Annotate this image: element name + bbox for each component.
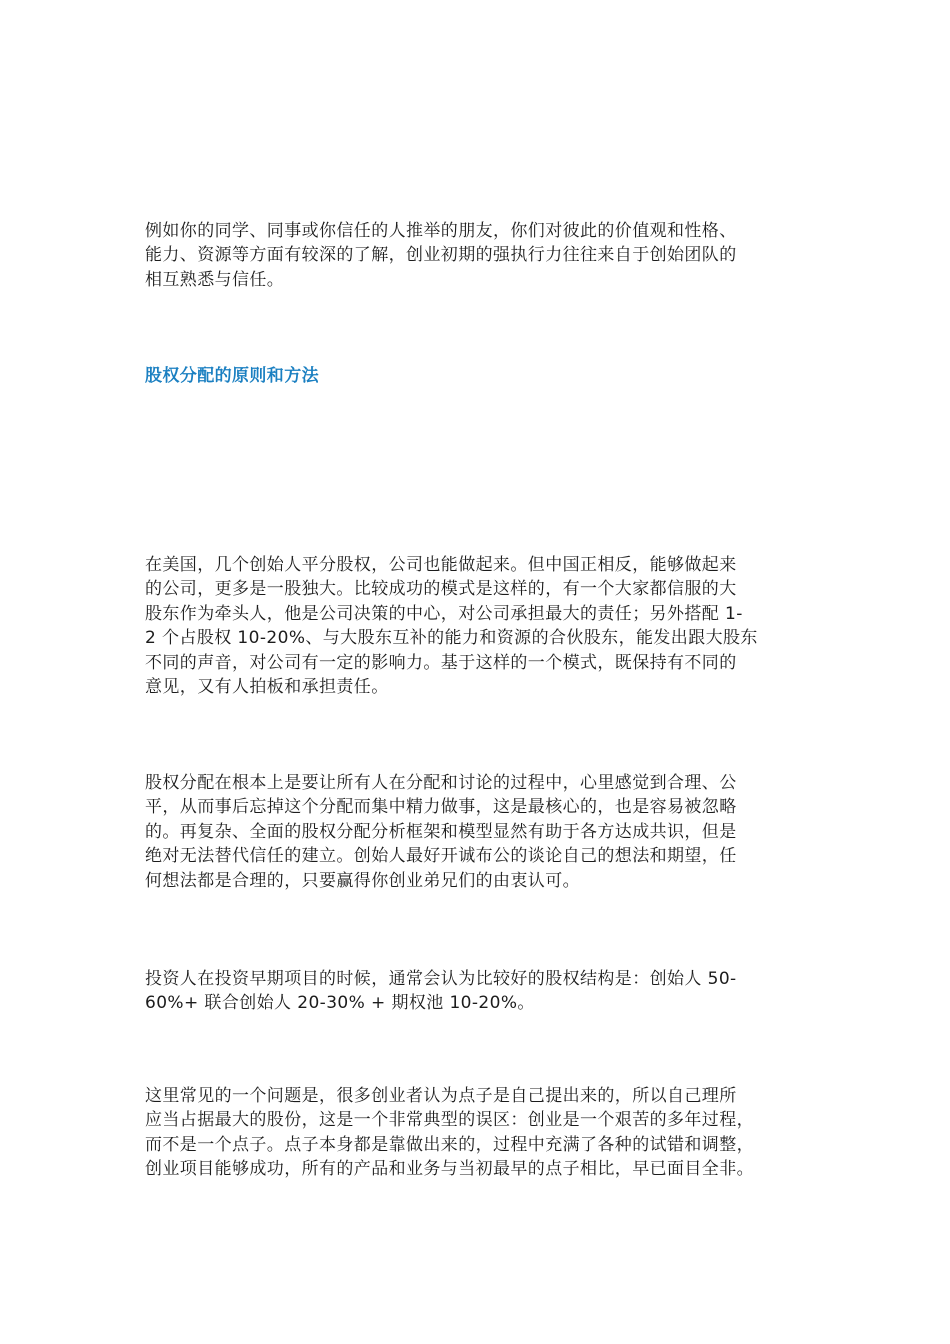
text-line: 意见，又有人拍板和承担责任。 [145, 677, 389, 698]
text-line: 这里常见的一个问题是，很多创业者认为点子是自己提出来的，所以自己理所 [145, 1086, 737, 1106]
paragraph-us-vs-china [145, 553, 810, 699]
text-line: 2 个占股权 10-20%、与大股东互补的能力和资源的合伙股东，能发出跟大股东 [145, 628, 758, 649]
text-line: 的公司，更多是一股独大。比较成功的模式是这样的，有一个大家都信服的大 [145, 579, 737, 600]
paragraph-idea-misconception [145, 1084, 810, 1182]
text-line: 投资人在投资早期项目的时候，通常会认为比较好的股权结构是：创始人 50- [145, 969, 737, 989]
text-line: 的。再复杂、全面的股权分配分析框架和模型显然有助于各方达成共识，但是 [145, 821, 737, 842]
text-line: 相互熟悉与信任。 [145, 269, 285, 290]
text-line: 60%+ 联合创始人 20-30% + 期权池 10-20%。 [145, 993, 535, 1014]
paragraph-investor-structure [145, 967, 810, 1016]
text-line: 平，从而事后忘掉这个分配而集中精力做事，这是最核心的，也是容易被忽略 [145, 797, 737, 818]
text-line: 创业项目能够成功，所有的产品和业务与当初最早的点子相比，早已面目全非。 [145, 1159, 754, 1180]
text-line: 应当占据最大的股份，这是一个非常典型的误区：创业是一个艰苦的多年过程， [145, 1110, 754, 1131]
text-line: 而不是一个点子。点子本身都是靠做出来的，过程中充满了各种的试错和调整， [145, 1134, 754, 1155]
section-heading: 股权分配的原则和方法 [145, 366, 319, 386]
text-line: 例如你的同学、同事或你信任的人推举的朋友，你们对彼此的价值观和性格、 [145, 221, 737, 241]
paragraph-fairness [145, 771, 810, 893]
text-line: 股权分配在根本上是要让所有人在分配和讨论的过程中，心里感觉到合理、公 [145, 773, 737, 793]
text-line: 绝对无法替代信任的建立。创始人最好开诚布公的谈论自己的想法和期望，任 [145, 846, 737, 867]
text-line: 不同的声音，对公司有一定的影响力。基于这样的一个模式，既保持有不同的 [145, 652, 737, 673]
text-line: 股东作为牵头人，他是公司决策的中心，对公司承担最大的责任；另外搭配 1- [145, 603, 743, 624]
text-line: 能力、资源等方面有较深的了解，创业初期的强执行力往往来自于创始团队的 [145, 245, 737, 266]
text-line: 在美国，几个创始人平分股权，公司也能做起来。但中国正相反，能够做起来 [145, 555, 737, 575]
paragraph-trust [145, 219, 810, 292]
text-line: 何想法都是合理的，只要赢得你创业弟兄们的由衷认可。 [145, 870, 580, 891]
